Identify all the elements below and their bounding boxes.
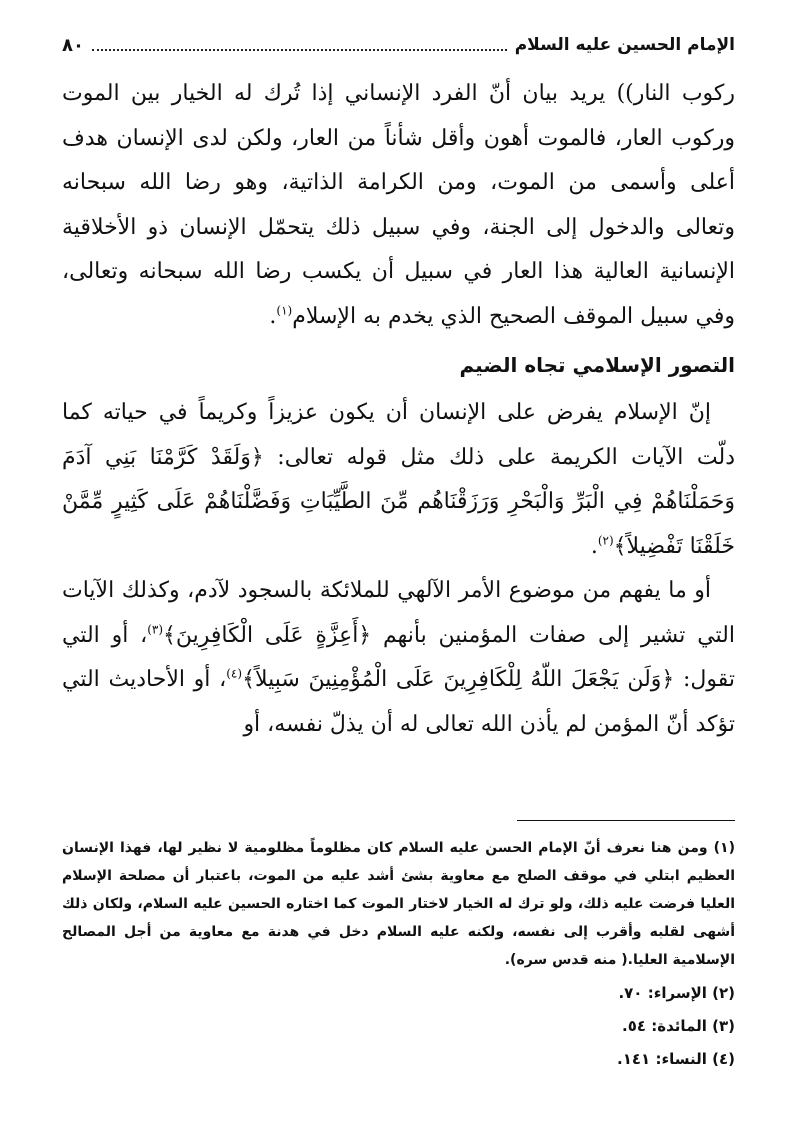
page-number: ٨٠ bbox=[62, 34, 84, 56]
footnote-ref-1: (١) bbox=[276, 303, 293, 318]
footnote-ref-3: (٣) bbox=[147, 622, 164, 637]
footnotes bbox=[62, 834, 735, 1073]
running-header bbox=[62, 30, 735, 60]
footnote-1: (١) ومن هنا نعرف أنّ الإمام الحسن عليه السلام كان مظلوماً مظلومية لا نظير لها، فهذا الإنسان العظيم ابتلي في موقف الصلح مع معاوية بشئ أشد عليه من الموت، باعتبار أن مصلحة الإسلام العليا فرضت عليه ذلك، ولو ترك له الخيار لاختار الموت كما اختاره الحسين عليه السلام، ولكان ذلك أشهى لقلبه وأقرب إلى نفسه، ولكنه عليه السلام دخل في هدنة مع معاوية من أجل المصالح الإسلامية العليا.( منه قدس سره). bbox=[62, 840, 735, 968]
paragraph-2-end: . bbox=[590, 533, 598, 559]
paragraph-2 bbox=[62, 391, 735, 569]
paragraph-3-text-b: ، أو التي تقول: bbox=[62, 622, 736, 692]
footnote-4: (٤) النساء: ١٤١. bbox=[617, 1050, 735, 1068]
quran-verse-1: ﴿وَلَقَدْ كَرَّمْنَا بَنِي آدَمَ وَحَمَلْنَاهُمْ فِي الْبَرِّ وَالْبَحْرِ وَرَزَقْنَاهُم مِّنَ الطَّيِّبَاتِ وَفَضَّلْنَاهُمْ عَلَى كَثِيرٍ مِّمَّنْ خَلَقْنَا تَفْضِيلاً﴾ bbox=[62, 444, 735, 559]
paragraph-3-text-a: أو ما يفهم من موضوع الأمر الآلهي للملائكة بالسجود لآدم، وكذلك الآيات التي تشير إلى صفات المؤمنين بأنهم bbox=[62, 578, 735, 648]
footnote-ref-4: (٤) bbox=[226, 666, 243, 681]
header-dot-leader bbox=[92, 39, 507, 51]
footnote-ref-2: (٢) bbox=[597, 533, 614, 548]
footnote-3: (٣) المائدة: ٥٤. bbox=[622, 1017, 735, 1035]
header-title: الإمام الحسين عليه السلام bbox=[514, 35, 735, 55]
paragraph-3-text-c: ، أو الأحاديث التي تؤكد أنّ المؤمن لم يأذن الله تعالى له أن يذلّ نفسه، أو bbox=[62, 667, 735, 737]
main-text bbox=[62, 72, 735, 747]
paragraph-1-end: . bbox=[269, 303, 277, 329]
paragraph-2-text: إنّ الإسلام يفرض على الإنسان أن يكون عزيزاً وكريماً في حياته كما دلّت الآيات الكريمة على ذلك مثل قوله تعالى: bbox=[62, 400, 735, 470]
footnote-separator bbox=[517, 820, 735, 821]
footnote-2: (٢) الإسراء: ٧٠. bbox=[618, 984, 735, 1002]
paragraph-3 bbox=[62, 569, 735, 747]
section-heading: التصور الإسلامي تجاه الضيم bbox=[459, 353, 735, 377]
paragraph-1-text: ركوب النار)) يريد بيان أنّ الفرد الإنساني إذا تُرك له الخيار بين الموت وركوب العار، فالموت أهون وأقل شأناً من العار، ولكن لدى الإنسان هدف أعلى وأسمى من الموت، ومن الكرامة الذاتية، وهو رضا الله سبحانه وتعالى والدخول إلى الجنة، وفي سبيل ذلك يتحمّل الإنسان ذو الأخلاقية الإنسانية العالية هذا العار في سبيل أن يكسب رضا الله سبحانه وتعالى، وفي سبيل الموقف الصحيح الذي يخدم به الإسلام bbox=[62, 81, 735, 329]
quran-verse-3: ﴿وَلَن يَجْعَلَ اللّهُ لِلْكَافِرِينَ عَلَى الْمُؤْمِنِينَ سَبِيلاً﴾ bbox=[242, 667, 675, 692]
quran-verse-2: ﴿أَعِزَّةٍ عَلَى الْكَافِرِينَ﴾ bbox=[163, 622, 372, 648]
paragraph-1 bbox=[62, 72, 735, 339]
